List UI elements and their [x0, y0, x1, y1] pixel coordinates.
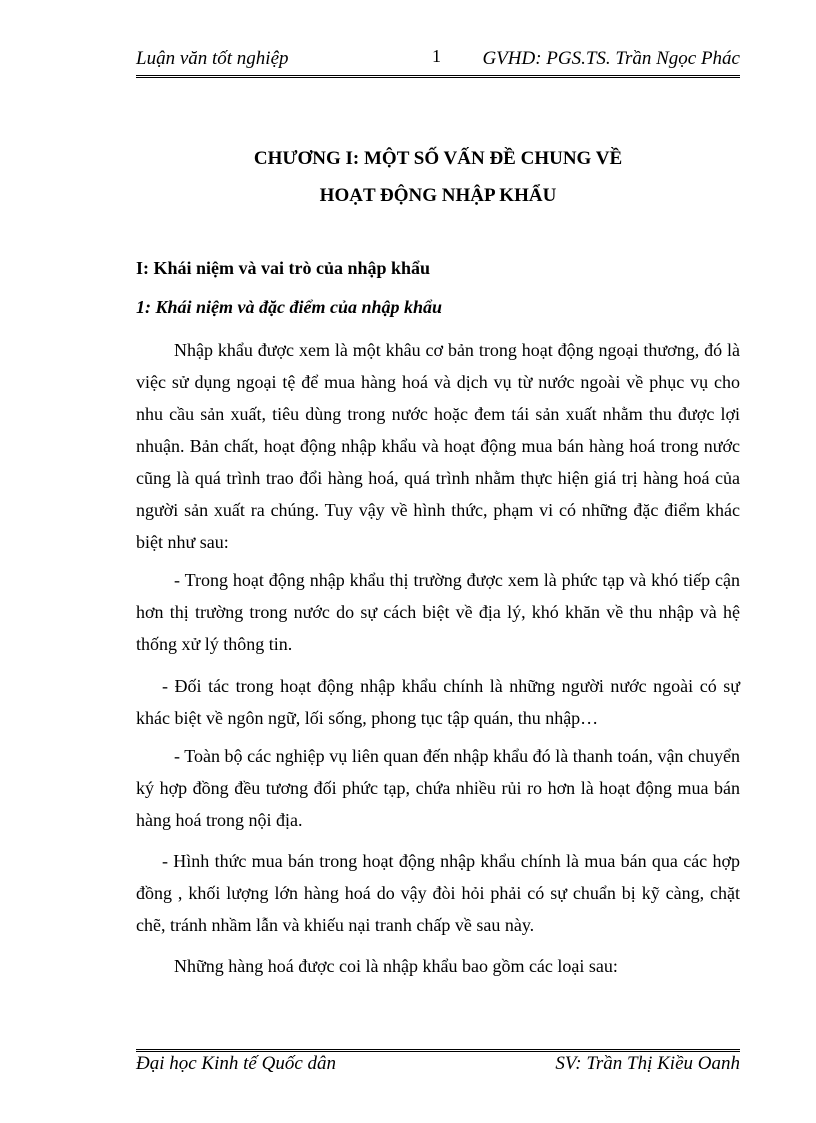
paragraph-goods-types: Những hàng hoá được coi là nhập khẩu bao gồm các loại sau:	[174, 956, 618, 976]
paragraph-operations: - Toàn bộ các nghiệp vụ liên quan đến nhập khẩu đó là thanh toán, vận chuyển ký hợp đồng đều tương đối phức tạp, chứa nhiều rủi ro hơn là hoạt động mua bán hàng hoá trong nội địa.	[136, 746, 740, 830]
paragraph-market: - Trong hoạt động nhập khẩu thị trường được xem là phức tạp và khó tiếp cận hơn thị trường trong nước do sự cách biệt về địa lý, khó khăn về thu nhập và hệ thống xử lý thông tin.	[136, 570, 740, 654]
paragraph-intro: Nhập khẩu được xem là một khâu cơ bản trong hoạt động ngoại thương, đó là việc sử dụng ngoại tệ để mua hàng hoá và dịch vụ từ nước ngoài về phục vụ cho nhu cầu sản xuất, tiêu dùng trong nước hoặc đem tái sản xuất nhằm thu được lợi nhuận. Bản chất, hoạt động nhập khẩu và hoạt động mua bán hàng hoá trong nước cũng là quá trình trao đổi hàng hoá, quá trình nhằm thực hiện giá trị hàng hoá của người sản xuất ra chúng. Tuy vậy về hình thức, phạm vi có những đặc điểm khác biệt như sau:	[136, 340, 740, 552]
footer-university: Đại học Kinh tế Quốc dân	[136, 1053, 337, 1074]
chapter-title-line-2: HOẠT ĐỘNG NHẬP KHẨU	[319, 185, 557, 206]
paragraph-partners: - Đối tác trong hoạt động nhập khẩu chính là những người nước ngoài có sự khác biệt về ngôn ngữ, lối sống, phong tục tập quán, thu nhập…	[136, 676, 740, 728]
subsection-heading: 1: Khái niệm và đặc điểm của nhập khẩu	[136, 297, 443, 317]
footer-divider	[136, 1049, 740, 1052]
chapter-title-line-1: CHƯƠNG I: MỘT SỐ VẤN ĐỀ CHUNG VỀ	[253, 148, 623, 169]
footer-student: SV: Trần Thị Kiều Oanh	[555, 1053, 740, 1074]
paragraph-contracts: - Hình thức mua bán trong hoạt động nhập khẩu chính là mua bán qua các hợp đồng , khối lượng lớn hàng hoá do vậy đòi hỏi phải có sự chuẩn bị kỹ càng, chặt chẽ, tránh nhầm lẫn và khiếu nại tranh chấp về sau này.	[136, 851, 740, 935]
page-header	[136, 46, 740, 74]
page-number: 1	[432, 46, 441, 66]
header-divider	[136, 75, 740, 78]
header-thesis-label: Luận văn tốt nghiệp	[136, 48, 289, 69]
section-heading: I: Khái niệm và vai trò của nhập khẩu	[136, 258, 431, 278]
header-advisor: GVHD: PGS.TS. Trần Ngọc Phác	[482, 48, 740, 69]
